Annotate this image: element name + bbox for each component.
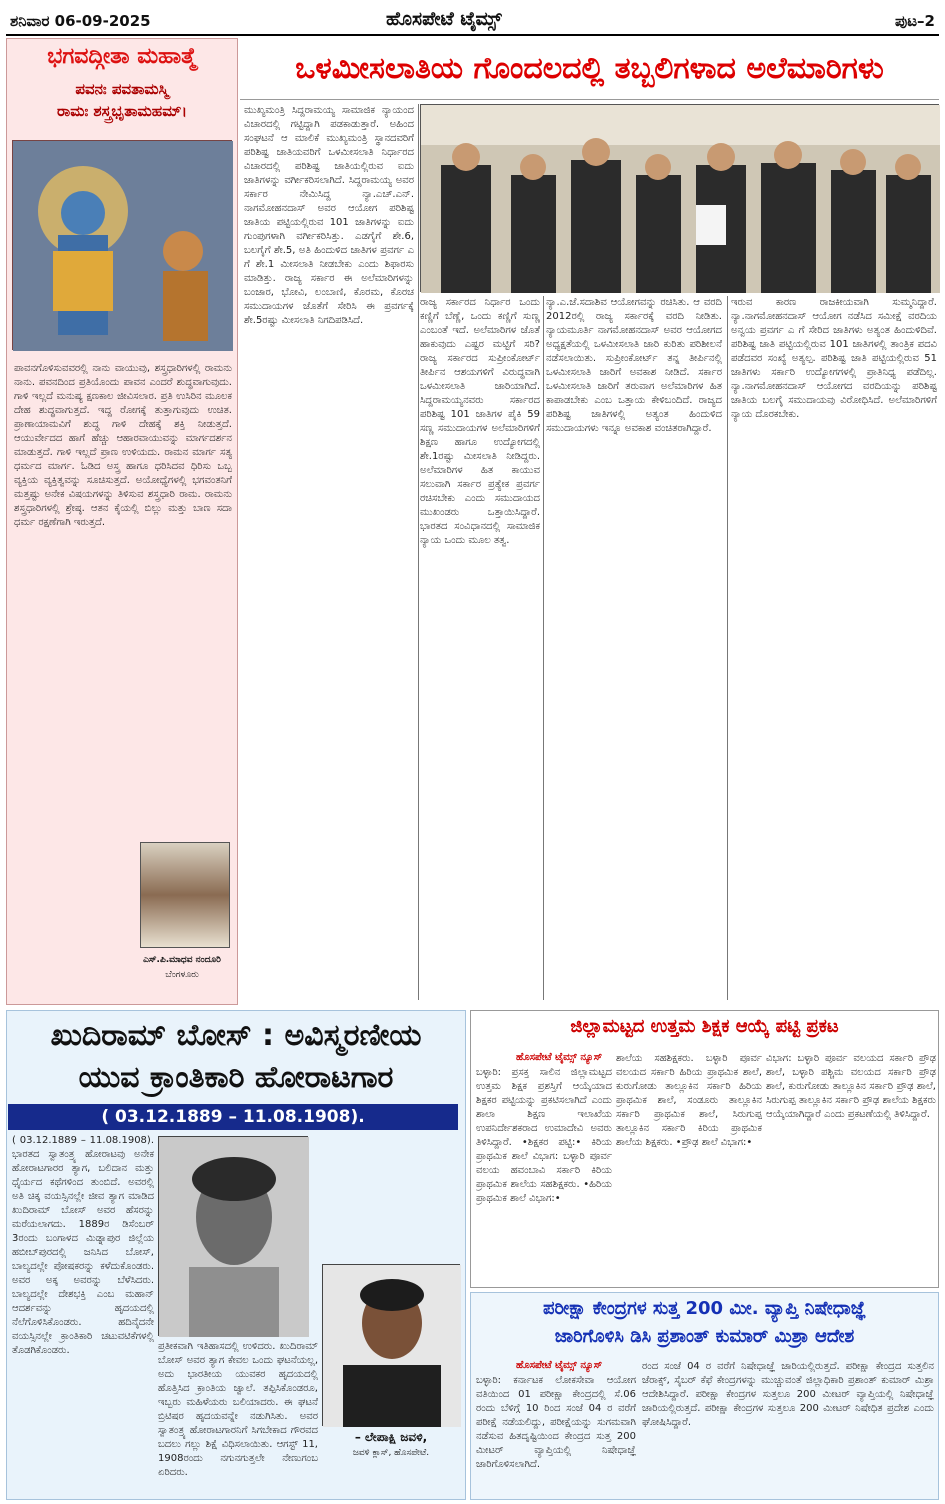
feature-column-2: ಪ್ರತೀಕವಾಗಿ ಇತಿಹಾಸದಲ್ಲಿ ಉಳಿದರು. ಖುದಿರಾಮ್ ಬೋಸ್ ಅವರ ತ್ಯಾಗ ಕೇವಲ ಒಂದು ಘಟನೆಯಲ್ಲ, ಅದು ಭಾರತೀಯ ಯುವಕರ ಹೃದಯದಲ್ಲಿ ಹೊತ್ತಿಸಿದ ಕ್ರಾಂತಿಯ ಜ್ವಾಲೆ. ತಪ್ಪಿಸಿಕೊಂಡರೂ, ಇಬ್ಬರು ಮಹಿಳೆಯರು ಬಲಿಯಾದರು. ಈ ಘಟನೆ ಬ್ರಿಟಿಷರ ಹೃದಯವನ್ನೇ ನಡುಗಿಸಿತು. ಅವರ ಸ್ವಾತಂತ್ರ್ಯ ಹೋರಾಟಗಾರನಿಗೆ ಸಿಗಬೇಕಾದ ಗೌರವದ ಬದಲು ಗಲ್ಲು ಶಿಕ್ಷೆ ವಿಧಿಸಲಾಯಿತು. ಆಗಸ್ಟ್ 11, 1908ರಂದು ನಗುನಗುತ್ತಲೇ ನೇಣುಗಂಬ ಏರಿದರು.	[158, 1341, 318, 1478]
teacher-column-1: ಬಳ್ಳಾರಿ: ಪ್ರಸಕ್ತ ಸಾಲಿನ ಜಿಲ್ಲಾಮಟ್ಟದ ಉತ್ತಮ ಶಿಕ್ಷಕ ಪ್ರಶಸ್ತಿಗೆ ಆಯ್ಕೆಯಾದ ಶಿಕ್ಷಕರ ಪಟ್ಟಿಯನ್ನು ಪ್ರಕಟಿಸಲಾಗಿದೆ ಎಂದು ಶಾಲಾ ಶಿಕ್ಷಣ ಇಲಾಖೆಯ ಉಪನಿರ್ದೇಶಕರಾದ ಉಮಾದೇವಿ ಅವರು ತಿಳಿಸಿದ್ದಾರೆ. •ಶಿಕ್ಷಕರ ಪಟ್ಟಿ:• ಕಿರಿಯ ಪ್ರಾಥಮಿಕ ಶಾಲೆ ವಿಭಾಗ: ಬಳ್ಳಾರಿ ಪೂರ್ವ ವಲಯ ಹವಂಬಾವಿ ಸರ್ಕಾರಿ ಕಿರಿಯ ಪ್ರಾಥಮಿಕ ಶಾಲೆಯ ಸಹಶಿಕ್ಷಕರು. •ಹಿರಿಯ ಪ್ರಾಥಮಿಕ ಶಾಲೆ ವಿಭಾಗ:•	[476, 1067, 612, 1204]
writer-portrait	[323, 1265, 461, 1427]
masthead	[6, 8, 939, 36]
exam-column-2: ರಂದ ಸಂಜೆ 04 ರ ವರೆಗೆ ನಿಷೇಧಾಜ್ಞೆ ಜಾರಿಯಲ್ಲಿರುತ್ತದೆ. ಪರೀಕ್ಷಾ ಕೇಂದ್ರದ ಸುತ್ತಲಿನ ಜೆರಾಕ್ಸ್, ಸೈಬರ್ ಕೆಫೆ ಕೇಂದ್ರಗಳನ್ನು ಮುಚ್ಚುವಂತೆ ಜಿಲ್ಲಾಧಿಕಾರಿ ಪ್ರಶಾಂತ್ ಕುಮಾರ್ ಮಿಶ್ರಾ ಆದೇಶಿಸಿದ್ದಾರೆ. ಪರೀಕ್ಷಾ ಕೇಂದ್ರಗಳ ಸುತ್ತಲೂ 200 ಮೀಟರ್ ವ್ಯಾಪ್ತಿಯಲ್ಲಿ ನಿಷೇಧಾಜ್ಞೆ ಜಾರಿಯಲ್ಲಿರುತ್ತದೆ. ಪರೀಕ್ಷಾ ಕೇಂದ್ರಗಳ ಸುತ್ತಲೂ 200 ಮೀಟರ್ ನಿಷೇಧಿತ ಪ್ರದೇಶ ಎಂದು ಘೋಷಿಸಿದ್ದಾರೆ.	[642, 1361, 934, 1428]
issue-date: ಶನಿವಾರ 06-09-2025	[10, 12, 151, 30]
column-divider	[543, 296, 544, 1000]
teacher-column-3: ವಿಭಾಗ: ಬಳ್ಳಾರಿ ಪೂರ್ವ ವಲಯದ ಸರ್ಕಾರಿ ಪ್ರೌಢ ಶಾಲೆ, ಬಳ್ಳಾರಿ ಪಶ್ಚಿಮ ವಲಯದ ಸರ್ಕಾರಿ ಪ್ರೌಢ ಶಾಲೆ, ಕುರುಗೋಡು ತಾಲ್ಲೂಕಿನ ಸರ್ಕಾರಿ ಪ್ರೌಢ ಶಾಲೆ, ಸಿರುಗುಪ್ಪ ತಾಲ್ಲೂಕಿನ ಸರ್ಕಾರಿ ಪ್ರೌಢ ಶಾಲೆಯ ಶಿಕ್ಷಕರು ಆಯ್ಕೆಯಾಗಿದ್ದಾರೆ ಎಂದು ಪ್ರಕಟಣೆಯಲ್ಲಿ ತಿಳಿಸಿದ್ದಾರೆ.	[766, 1053, 936, 1120]
gita-shloka-line2: ರಾಮಃ ಶಸ್ತ್ರಭೃತಾಮಹಮ್।	[56, 102, 188, 120]
exam-title-line1: ಪರೀಕ್ಷಾ ಕೇಂದ್ರಗಳ ಸುತ್ತ 200 ಮೀ. ವ್ಯಾಪ್ತಿ ನಿಷೇಧಾಜ್ಞೆ	[542, 1298, 867, 1319]
feature-title-line2: ಯುವ ಕ್ರಾಂತಿಕಾರಿ ಹೋರಾಟಗಾರ	[78, 1060, 394, 1095]
teacher-byline: ಹೊಸಪೇಟೆ ಟೈಮ್ಸ್ ನ್ಯೂಸ್	[516, 1052, 603, 1063]
article-column-3: ನ್ಯಾ.ಎ.ಜೆ.ಸದಾಶಿವ ಆಯೋಗವನ್ನು ರಚಿಸಿತು. ಆ ವರದಿ 2012ರಲ್ಲಿ ರಾಜ್ಯ ಸರ್ಕಾರಕ್ಕೆ ವರದಿ ನೀಡಿತು. ನ್ಯಾಯಮೂರ್ತಿ ನಾಗಮೋಹನದಾಸ್ ಅವರ ಆಯೋಗದ ಅಧ್ಯಕ್ಷತೆಯಲ್ಲಿ ಒಳಮೀಸಲಾತಿ ಜಾರಿ ಕುರಿತು ಪರಿಶೀಲನೆ ನಡೆಸಲಾಯಿತು. ಸುಪ್ರೀಂಕೋರ್ಟ್ ತನ್ನ ತೀರ್ಪಿನಲ್ಲಿ ಒಳಮೀಸಲಾತಿ ಜಾರಿಗೆ ಅವಕಾಶ ನೀಡಿದೆ. ಸರ್ಕಾರ ಒಳಮೀಸಲಾತಿ ಜಾರಿಗೆ ತರುವಾಗ ಅಲೆಮಾರಿಗಳ ಹಿತ ಕಾಪಾಡಬೇಕು ಎಂಬ ಒತ್ತಾಯ ಕೇಳಿಬಂದಿದೆ. ರಾಜ್ಯದ ಪರಿಶಿಷ್ಟ ಜಾತಿಗಳಲ್ಲಿ ಅತ್ಯಂತ ಹಿಂದುಳಿದ ಸಮುದಾಯಗಳು ಇನ್ನೂ ಅವಕಾಶ ವಂಚಿತರಾಗಿದ್ದಾರೆ.	[546, 297, 722, 434]
teacher-title: ಜಿಲ್ಲಾಮಟ್ಟದ ಉತ್ತಮ ಶಿಕ್ಷಕ ಆಯ್ಕೆ ಪಟ್ಟಿ ಪ್ರಕಟ	[570, 1016, 839, 1037]
delegation-photo	[420, 104, 939, 292]
article-column-1: ಮುಖ್ಯಮಂತ್ರಿ ಸಿದ್ದರಾಮಯ್ಯ ಸಾಮಾಜಿಕ ನ್ಯಾಯಂದ ವಿಚಾರದಲ್ಲಿ ಗಟ್ಟಿದ್ದಾಗಿ ಪಡಕಾಡುತ್ತಾರೆ. ಅಹಿಂದ ಸಂಘಟನೆ ಆ ಮಾಲಿಕೆ ಮುಖ್ಯಮಂತ್ರಿ ಸ್ಥಾನದವರಿಗೆ ಪರಿಶಿಷ್ಟ ಜಾತಿಯವರಿಗೆ ಒಳಮೀಸಲಾತಿ ನಿರ್ಧಾರದ ವಿಚಾರದಲ್ಲಿ ಪರಿಶಿಷ್ಟ ಜಾತಿಯಲ್ಲಿರುವ ಐದು ಜಾತಿಗಳನ್ನು ವರ್ಗೀಕರಿಸಲಾಗಿದೆ. ಸಿದ್ದರಾಮಯ್ಯ ಅವರ ಸರ್ಕಾರ ನೇಮಿಸಿದ್ದ ನ್ಯಾ.ಎಚ್.ಎನ್. ನಾಗಮೋಹನದಾಸ್ ಅವರ ಆಯೋಗ ಪರಿಶಿಷ್ಟ ಜಾತಿಯ ಪಟ್ಟಿಯಲ್ಲಿರುವ 101 ಜಾತಿಗಳನ್ನು ಐದು ಗುಂಪುಗಳಾಗಿ ವರ್ಗೀಕರಿಸಿತ್ತು. ಎಡಗೈಗೆ ಶೇ.6, ಬಲಗೈಗೆ ಶೇ.5, ಅತಿ ಹಿಂದುಳಿದ ಜಾತಿಗಳ ಪ್ರವರ್ಗ ಎ ಗೆ ಶೇ.1 ಮೀಸಲಾತಿ ನೀಡಬೇಕು ಎಂದು ಶಿಫಾರಸು ಮಾಡಿತ್ತು. ರಾಜ್ಯ ಸರ್ಕಾರ ಈ ಅಲೆಮಾರಿಗಳನ್ನು ಬಂಜಾರ, ಭೋವಿ, ಲಂಬಾಣಿ, ಕೊರಮ, ಕೊರಚ ಸಮುದಾಯಗಳ ಜೊತೆಗೆ ಸೇರಿಸಿ ಈ ಪ್ರವರ್ಗಕ್ಕೆ ಶೇ.5ರಷ್ಟು ಮೀಸಲಾತಿ ನಿಗದಿಪಡಿಸಿದೆ.	[244, 105, 414, 326]
feature-column-1: ( 03.12.1889 – 11.08.1908). ಭಾರತದ ಸ್ವಾತಂತ್ರ್ಯ ಹೋರಾಟವು ಅನೇಕ ಹೋರಾಟಗಾರರ ತ್ಯಾಗ, ಬಲಿದಾನ ಮತ್ತು ಧೈರ್ಯದ ಕಥೆಗಳಿಂದ ತುಂಬಿದೆ. ಅವರಲ್ಲಿ ಅತಿ ಚಿಕ್ಕ ವಯಸ್ಸಿನಲ್ಲೇ ಜೀವ ತ್ಯಾಗ ಮಾಡಿದ ಖುದಿರಾಮ್ ಬೋಸ್ ಅವರ ಹೆಸರನ್ನು ಮರೆಯಲಾಗದು. 1889ರ ಡಿಸೆಂಬರ್ 3ರಂದು ಬಂಗಾಳದ ಮಿಡ್ನಾಪುರ ಜಿಲ್ಲೆಯ ಹಬೀಬ್‌ಪುರದಲ್ಲಿ ಜನಿಸಿದ ಬೋಸ್, ಬಾಲ್ಯದಲ್ಲೇ ಪೋಷಕರನ್ನು ಕಳೆದುಕೊಂಡರು. ಅವರ ಅಕ್ಕ ಅವರನ್ನು ಬೆಳೆಸಿದರು. ಬಾಲ್ಯದಲ್ಲೇ ದೇಶಭಕ್ತಿ ಎಂಬ ಮಹಾನ್ ಆದರ್ಶವನ್ನು ಹೃದಯದಲ್ಲಿ ನೆಲೆಗೊಳಿಸಿಕೊಂಡರು. ಹದಿನೈದನೇ ವಯಸ್ಸಿನಲ್ಲೇ ಕ್ರಾಂತಿಕಾರಿ ಚಟುವಟಿಕೆಗಳಲ್ಲಿ ತೊಡಗಿಕೊಂಡರು.	[12, 1135, 154, 1356]
article-column-4: ಇರುವ ಕಾರಣ ರಾಜಕೀಯವಾಗಿ ಸುಮ್ಮನಿದ್ದಾರೆ. ನ್ಯಾ.ನಾಗಮೋಹನದಾಸ್ ಆಯೋಗ ನಡೆಸಿದ ಸಮೀಕ್ಷೆ ವರದಿಯ ಅನ್ವಯ ಪ್ರವರ್ಗ ಎ ಗೆ ಸೇರಿದ ಜಾತಿಗಳು ಅತ್ಯಂತ ಹಿಂದುಳಿದಿವೆ. ಪರಿಶಿಷ್ಟ ಜಾತಿ ಪಟ್ಟಿಯಲ್ಲಿರುವ 101 ಜಾತಿಗಳಲ್ಲಿ ತಾಂತ್ರಿಕ ಪದವಿ ಪಡೆದವರ ಸಂಖ್ಯೆ ಅತ್ಯಲ್ಪ. ಪರಿಶಿಷ್ಟ ಜಾತಿ ಪಟ್ಟಿಯಲ್ಲಿರುವ 51 ಜಾತಿಗಳು ಸರ್ಕಾರಿ ಉದ್ಯೋಗಗಳಲ್ಲಿ ಪ್ರಾತಿನಿಧ್ಯ ಪಡೆದಿಲ್ಲ. ನ್ಯಾ.ನಾಗಮೋಹನದಾಸ್ ಆಯೋಗದ ವರದಿಯನ್ನು ಪರಿಶಿಷ್ಟ ಜಾತಿಯ ಬಲಗೈ ಸಮುದಾಯವು ವಿರೋಧಿಸಿದೆ. ಅಲೆಮಾರಿಗಳಿಗೆ ನ್ಯಾಯ ದೊರಕಬೇಕು.	[731, 297, 937, 420]
delegation-illustration	[421, 105, 940, 293]
bose-portrait	[159, 1137, 309, 1337]
writer-photo	[322, 1264, 460, 1426]
column-divider	[418, 104, 419, 1000]
feature-dates-bar: ( 03.12.1889 – 11.08.1908).	[8, 1104, 458, 1130]
page-number: ಪುಟ–2	[895, 12, 935, 30]
main-headline: ಒಳಮೀಸಲಾತಿಯ ಗೊಂದಲದಲ್ಲಿ ತಬ್ಬಲಿಗಳಾದ ಅಲೆಮಾರಿಗಳು	[240, 38, 939, 100]
author-place: ಬೆಂಗಳೂರು	[165, 970, 199, 980]
feature-title-line1: ಖುದಿರಾಮ್ ಬೋಸ್ : ಅವಿಸ್ಮರಣೀಯ	[50, 1018, 422, 1053]
gita-title: ಭಗವದ್ಗೀತಾ ಮಹಾತ್ಮೆ	[47, 44, 197, 69]
teacher-column-2: ಶಾಲೆಯ ಸಹಶಿಕ್ಷಕರು. ಬಳ್ಳಾರಿ ಪೂರ್ವ ವಲಯದ ಸರ್ಕಾರಿ ಹಿರಿಯ ಪ್ರಾಥಮಿಕ ಶಾಲೆ, ಕುರುಗೋಡು ತಾಲ್ಲೂಕಿನ ಸರ್ಕಾರಿ ಹಿರಿಯ ಪ್ರಾಥಮಿಕ ಶಾಲೆ, ಸಂಡೂರು ತಾಲ್ಲೂಕಿನ ಸರ್ಕಾರಿ ಪ್ರಾಥಮಿಕ ಶಾಲೆ, ಸಿರುಗುಪ್ಪ ತಾಲ್ಲೂಕಿನ ಸರ್ಕಾರಿ ಕಿರಿಯ ಪ್ರಾಥಮಿಕ ಶಾಲೆಯ ಶಿಕ್ಷಕರು. •ಪ್ರೌಢ ಶಾಲೆ ವಿಭಾಗ:•	[616, 1053, 762, 1148]
column-divider	[727, 296, 728, 1000]
article-column-2: ರಾಜ್ಯ ಸರ್ಕಾರದ ನಿರ್ಧಾರ ಒಂದು ಕಣ್ಣಿಗೆ ಬೆಣ್ಣೆ, ಒಂದು ಕಣ್ಣಿಗೆ ಸುಣ್ಣ ಎಂಬಂತೆ ಇದೆ. ಅಲೆಮಾರಿಗಳ ಜೊತೆ ಹಾಕುವುದು ಎಷ್ಟರ ಮಟ್ಟಿಗೆ ಸರಿ? ರಾಜ್ಯ ಸರ್ಕಾರದ ಸುಪ್ರೀಂಕೋರ್ಟ್ ತೀರ್ಪಿನ ಆಶಯಗಳಿಗೆ ವಿರುದ್ಧವಾಗಿ ಒಳಮೀಸಲಾತಿ ಜಾರಿಯಾಗಿದೆ. ಸಿದ್ದರಾಮಯ್ಯನವರು ಸರ್ಕಾರದ ಪರಿಶಿಷ್ಟ 101 ಜಾತಿಗಳ ಪೈಕಿ 59 ಸಣ್ಣ ಸಮುದಾಯಗಳ ಅಲೆಮಾರಿಗಳಿಗೆ ಶಿಕ್ಷಣ ಹಾಗೂ ಉದ್ಯೋಗದಲ್ಲಿ ಶೇ.1ರಷ್ಟು ಮೀಸಲಾತಿ ನೀಡಿದ್ದರು. ಅಲೆಮಾರಿಗಳ ಹಿತ ಕಾಯುವ ಸಲುವಾಗಿ ಸರ್ಕಾರ ಪ್ರತ್ಯೇಕ ಪ್ರವರ್ಗ ರಚಿಸಬೇಕು ಎಂದು ಸಮುದಾಯದ ಮುಖಂಡರು ಒತ್ತಾಯಿಸಿದ್ದಾರೆ. ಭಾರತದ ಸಂವಿಧಾನದಲ್ಲಿ ಸಾಮಾಜಿಕ ನ್ಯಾಯ ಒಂದು ಮೂಲ ತತ್ವ.	[420, 297, 540, 546]
khudiram-bose-photo	[158, 1136, 308, 1336]
newspaper-name: ಹೊಸಪೇಟೆ ಟೈಮ್ಸ್	[386, 8, 502, 30]
krishna-arjuna-illustration	[13, 141, 233, 351]
exam-title-line2: ಜಾರಿಗೊಳಿಸಿ ಡಿಸಿ ಪ್ರಶಾಂತ್ ಕುಮಾರ್ ಮಿಶ್ರಾ ಆದೇಶ	[554, 1326, 855, 1347]
author-name: ಎಸ್.ಪಿ.ಮಾಧವ ನಂದೂರಿ	[143, 955, 221, 965]
exam-byline: ಹೊಸಪೇಟೆ ಟೈಮ್ಸ್ ನ್ಯೂಸ್	[516, 1360, 603, 1371]
exam-column-1: ಬಳ್ಳಾರಿ: ಕರ್ನಾಟಕ ಲೋಕಸೇವಾ ಆಯೋಗ ವತಿಯಿಂದ 01 ಪರೀಕ್ಷಾ ಕೇಂದ್ರದಲ್ಲಿ ಸೆ.06 ರಂದು ಬೆಳಿಗ್ಗೆ 10 ರಿಂದ ಸಂಜೆ 04 ರ ವರೆಗೆ ಪರೀಕ್ಷೆ ನಡೆಯಲಿದ್ದು, ಪರೀಕ್ಷೆಯನ್ನು ಸುಗಮವಾಗಿ ನಡೆಸುವ ಹಿತದೃಷ್ಟಿಯಿಂದ ಕೇಂದ್ರದ ಸುತ್ತ 200 ಮೀಟರ್ ವ್ಯಾಪ್ತಿಯಲ್ಲಿ ನಿಷೇಧಾಜ್ಞೆ ಜಾರಿಗೊಳಿಸಲಾಗಿದೆ.	[476, 1375, 636, 1470]
author-photo	[140, 842, 230, 948]
gita-body-text: ಪಾವನಗೊಳಿಸುವವರಲ್ಲಿ ನಾನು ವಾಯುವು, ಶಸ್ತ್ರಧಾರಿಗಳಲ್ಲಿ ರಾಮನು ನಾನು. ಪವನದಿಂದ ಪ್ರತಿಯೊಂದು ಪಾವನ ಎಂದರೆ ಶುದ್ಧವಾಗುವುದು. ಗಾಳಿ ಇಲ್ಲದೆ ಮನುಷ್ಯ ಕ್ಷಣಕಾಲ ಜೀವಿಸಲಾರ. ಪ್ರತಿ ಉಸಿರಿನ ಮೂಲಕ ದೇಹ ಶುದ್ಧವಾಗುತ್ತದೆ. ಇದ್ದ ರೋಗಕ್ಕೆ ತುತ್ತಾಗುವುದು ಉಚಿತ. ಪ್ರಾಣಾಯಾಮವಿಗೆ ಶುದ್ಧ ಗಾಳಿ ದೇಹಕ್ಕೆ ಶಕ್ತಿ ನೀಡುತ್ತದೆ. ಆಯುರ್ವೇದದ ಹಾಗೆ ಹೆಚ್ಚು ಆಹಾರವಾಯುವನ್ನು ಮಾರ್ಗದರ್ಶನ ಮಾಡುತ್ತದೆ. ಗಾಳಿ ಇಲ್ಲದೆ ಪ್ರಾಣ ಉಳಿಯದು. ರಾಮನ ಮಾರ್ಗ ಸತ್ಯ ಧರ್ಮದ ಮಾರ್ಗ. ಓಡಿದ ಅಸ್ತ್ರ ಹಾಗೂ ಧರಿಸಿದವ ಧಿರಿಸು ಒಬ್ಬ ವ್ಯಕ್ತಿಯ ವ್ಯಕ್ತಿತ್ವವನ್ನು ಸೂಚಿಸುತ್ತದೆ. ಅಯೋಧ್ಯೆಗಳಲ್ಲಿ ಭಗವಂತನಿಗೆ ಮತ್ತಷ್ಟು ಅನೇಕ ವಿಷಯಗಳನ್ನು ತಿಳಿಸುವ ಶಸ್ತ್ರಧಾರಿ ರಾಮ. ರಾಮನು ಶಸ್ತ್ರಧಾರಿಗಳಲ್ಲಿ ಶ್ರೇಷ್ಠ. ಆತನ ಕೈಯಲ್ಲಿ ಬಿಲ್ಲು ಮತ್ತು ಬಾಣ ಸದಾ ಧರ್ಮ ರಕ್ಷಣೆಗಾಗಿ ಇರುತ್ತದೆ.	[14, 363, 232, 528]
gita-shloka-line1: ಪವನಃ ಪವತಾಮಸ್ಮಿ	[75, 80, 169, 98]
writer-name: – ಲೇಪಾಕ್ಷಿ ಜವಳಿ,	[354, 1430, 428, 1444]
writer-place: ಜವಳಿ ಕ್ಲಾಸ್, ಹೊಸಪೇಟೆ.	[352, 1448, 430, 1458]
krishna-arjuna-image	[12, 140, 232, 350]
